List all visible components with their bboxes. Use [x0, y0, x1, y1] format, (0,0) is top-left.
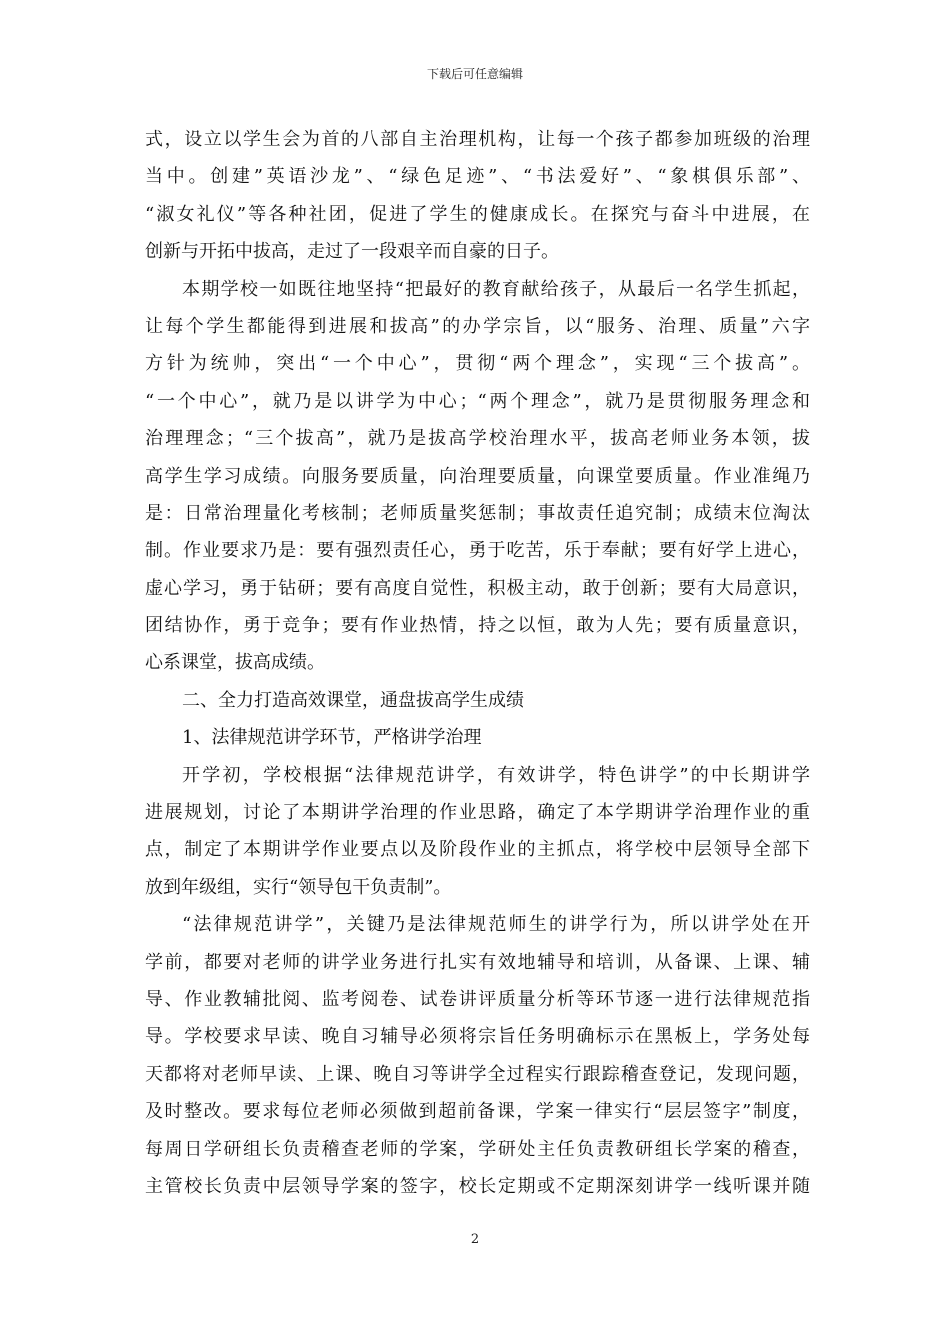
text-line: 是：日常治理量化考核制；老师质量奖惩制；事故责任追究制；成绩末位淘汰: [145, 502, 810, 524]
text-line: 治理理念；“三个拔高”，就乃是拔高学校治理水平，拔高老师业务本领，拔: [145, 428, 810, 450]
text-line: 方针为统帅，突出“一个中心”，贯彻“两个理念”，实现“三个拔高”。: [145, 353, 810, 375]
text-line: 心系课堂，拔高成绩。: [145, 652, 325, 674]
text-line: 天都将对老师早读、上课、晚自习等讲学全过程实行跟踪稽查登记，发现问题，: [145, 1063, 810, 1085]
text-line: 当中。创建”英语沙龙”、“绿色足迹”、“书法爱好”、“象棋俱乐部”、: [145, 166, 810, 188]
text-line: 每周日学研组长负责稽查老师的学案，学研处主任负责教研组长学案的稽查，: [145, 1138, 810, 1160]
text-line: 点，制定了本期讲学作业要点以及阶段作业的主抓点，将学校中层领导全部下: [145, 839, 810, 861]
text-line: 高学生学习成绩。向服务要质量，向治理要质量，向课堂要质量。作业准绳乃: [145, 465, 810, 487]
text-line: 创新与开拓中拔高，走过了一段艰辛而自豪的日子。: [145, 241, 559, 263]
text-line: 导、作业教辅批阅、监考阅卷、试卷讲评质量分析等环节逐一进行法律规范指: [145, 988, 810, 1010]
page-number: 2: [470, 1232, 480, 1247]
page-header: 下载后可任意编辑: [426, 67, 523, 81]
text-line: 及时整改。要求每位老师必须做到超前备课，学案一律实行“层层签字”制度，: [145, 1101, 810, 1123]
text-line: 1、法律规范讲学环节，严格讲学治理: [182, 727, 482, 749]
text-line: “法律规范讲学”，关键乃是法律规范师生的讲学行为，所以讲学处在开: [182, 914, 810, 936]
text-line: 主管校长负责中层领导学案的签字，校长定期或不定期深刻讲学一线听课并随: [145, 1175, 810, 1197]
text-line: 学前，都要对老师的讲学业务进行扎实有效地辅导和培训，从备课、上课、辅: [145, 951, 810, 973]
text-line: 开学初，学校根据“法律规范讲学，有效讲学，特色讲学”的中长期讲学: [182, 764, 810, 786]
text-line: “一个中心”，就乃是以讲学为中心；“两个理念”，就乃是贯彻服务理念和: [145, 390, 810, 412]
text-line: 进展规划，讨论了本期讲学治理的作业思路，确定了本学期讲学治理作业的重: [145, 802, 810, 824]
text-line: 制。作业要求乃是：要有强烈责任心，勇于吃苦，乐于奉献；要有好学上进心，: [145, 540, 810, 562]
text-line: 放到年级组，实行“领导包干负责制”。: [145, 876, 452, 898]
text-line: 虚心学习，勇于钻研；要有高度自觉性，积极主动，敢于创新；要有大局意识，: [145, 577, 810, 599]
text-line: 让每个学生都能得到进展和拔高”的办学宗旨，以“服务、治理、质量”六字: [145, 315, 810, 337]
text-line: 导。学校要求早读、晚自习辅导必须将宗旨任务明确标示在黑板上，学务处每: [145, 1026, 810, 1048]
text-line: 二、全力打造高效课堂，通盘拔高学生成绩: [182, 689, 524, 711]
text-line: 本期学校一如既往地坚持“把最好的教育献给孩子，从最后一名学生抓起，: [182, 278, 810, 300]
text-line: 团结协作，勇于竞争；要有作业热情，持之以恒，敢为人先；要有质量意识，: [145, 615, 810, 637]
text-line: “淑女礼仪”等各种社团，促进了学生的健康成长。在探究与奋斗中进展，在: [145, 203, 810, 225]
document-body: [145, 121, 810, 1205]
text-line: 式，设立以学生会为首的八部自主治理机构，让每一个孩子都参加班级的治理: [145, 129, 810, 150]
